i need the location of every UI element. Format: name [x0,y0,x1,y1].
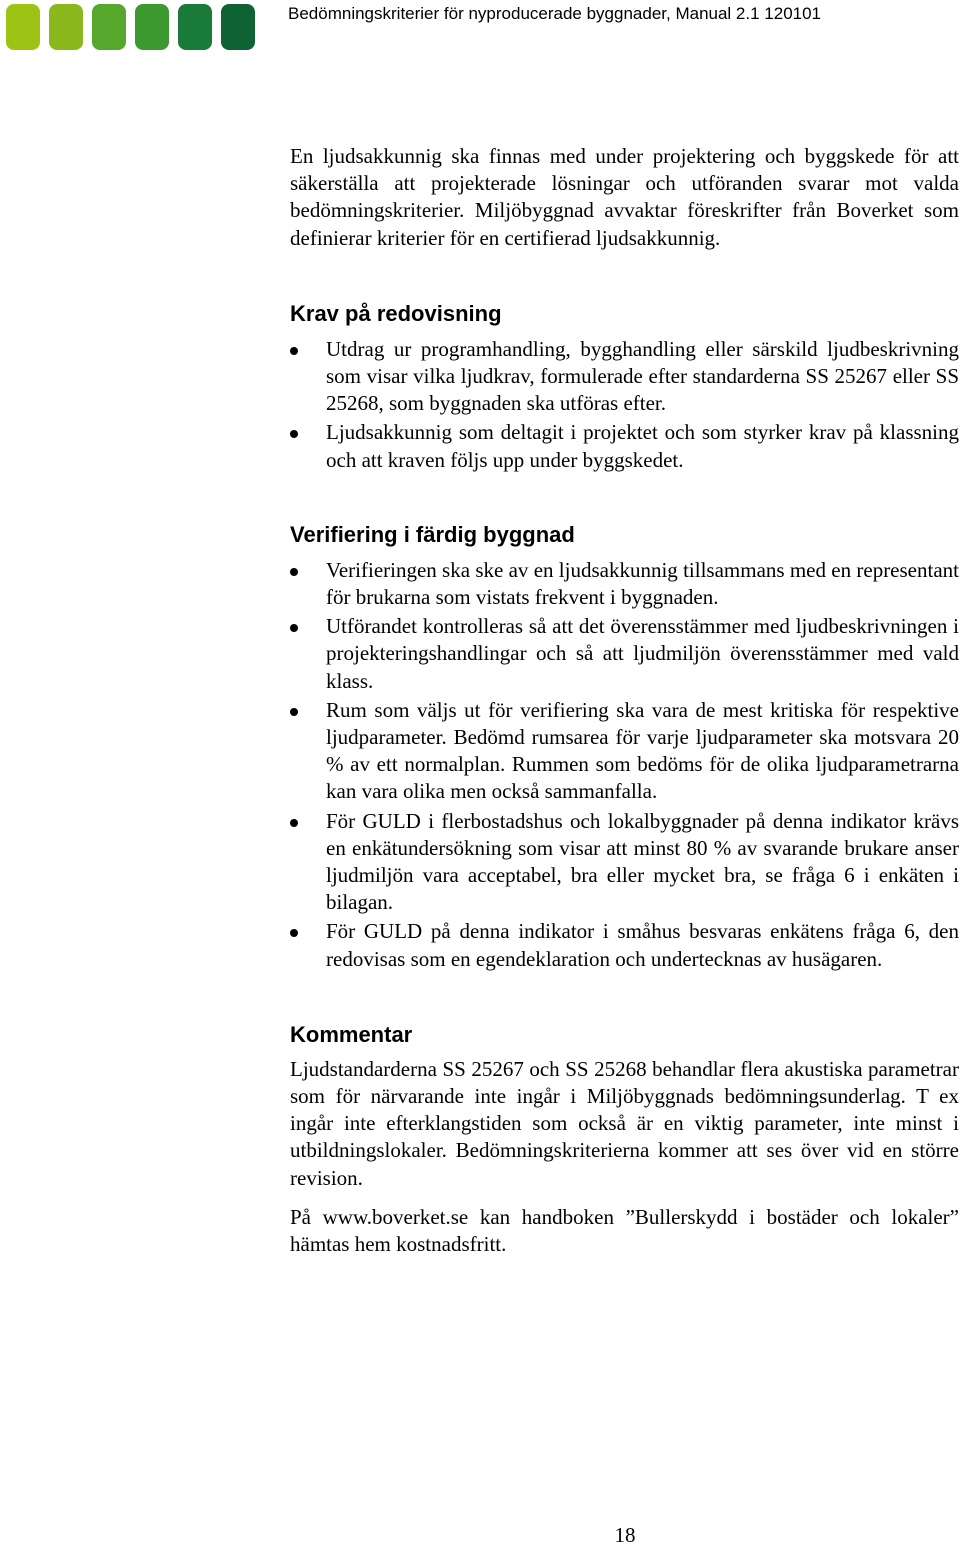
bullet-icon [290,624,298,632]
krav-heading: Krav på redovisning [290,300,502,326]
page-number: 18 [614,1523,636,1547]
list-item [290,613,959,695]
bullet-icon [290,568,298,576]
logo-block-2 [49,4,83,50]
list-item-text: För GULD på denna indikator i småhus besvaras enkätens fråga 6, den redovisas som en egendeklaration och undertecknas av husägaren. [326,919,959,971]
bullet-icon [290,430,298,438]
list-item [290,918,959,972]
kommentar-paragraph: På www.boverket.se kan handboken ”Bullerskydd i bostäder och lokaler” hämtas hem kostnadsfritt. [290,1204,959,1257]
verifiering-heading: Verifiering i färdig byggnad [290,521,575,547]
list-item-text: Ljudsakkunnig som deltagit i projektet och som styrker krav på klassning och att kraven följs upp under byggskedet. [326,420,959,472]
list-item [290,557,959,611]
intro-paragraph: En ljudsakkunnig ska finnas med under projektering och byggskede för att säkerställa att projekterade lösningar och utföranden svarar mot valda bedömningskriterier. Miljöbyggnad avvaktar föreskrifter från Boverket som definierar kriterier för en certifierad ljudsakkunnig. [290,144,959,250]
list-item-text: Utdrag ur programhandling, bygghandling eller särskild ljudbeskrivning som visar vilka ljudkrav, formulerade efter standarderna SS 25267 eller SS 25268, som byggnaden ska utföras efter. [326,336,959,416]
list-item-text: Verifieringen ska ske av en ljudsakkunnig tillsammans med en representant för brukarna som vistats frekvent i byggnaden. [326,557,959,610]
list-item-text: Rum som väljs ut för verifiering ska vara de mest kritiska för respektive ljudparameter. Bedömd rumsarea för varje ljudparameter ska motsvara 20 % av ett normalplan. Rummen som bedöms för de olika ljudparametrarna kan vara olika men också sammanfalla. [326,697,959,804]
logo-block-3 [92,4,126,50]
krav-list [290,336,959,474]
kommentar-paragraph: Ljudstandarderna SS 25267 och SS 25268 behandlar flera akustiska parametrar som för närvarande inte ingår i Miljöbyggnads bedömningsunderlag. T ex ingår inte efterklangstiden som också är en viktig parameter, inte minst i utbildningslokaler. Bedömningskriterierna kommer att ses över vid en större revision. [290,1056,959,1190]
header-logo-blocks [6,4,255,50]
logo-block-6 [221,4,255,50]
list-item [290,808,959,917]
list-item [290,419,959,473]
bullet-icon [290,819,298,827]
logo-block-4 [135,4,169,50]
verifiering-list [290,557,959,973]
bullet-icon [290,708,298,716]
kommentar-heading: Kommentar [290,1021,413,1047]
bullet-icon [290,347,298,355]
logo-block-5 [178,4,212,50]
list-item-text: Utförandet kontrolleras så att det överensstämmer med ljudbeskrivningen i projekteringshandlingar och så att ljudmiljön överensstämmer med vald klass. [326,614,959,693]
logo-block-1 [6,4,40,50]
bullet-icon [290,929,298,937]
list-item [290,697,959,806]
list-item-text: För GULD i flerbostadshus och lokalbyggnader på denna indikator krävs en enkätundersökning som visar att minst 80 % av svarande brukare anser ljudmiljön vara acceptabel, bra eller mycket bra, se fråga 6 i enkäten i bilagan. [326,808,959,915]
header-title: Bedömningskriterier för nyproducerade byggnader, Manual 2.1 120101 [288,4,822,23]
list-item [290,336,959,418]
page-content [290,143,959,1258]
